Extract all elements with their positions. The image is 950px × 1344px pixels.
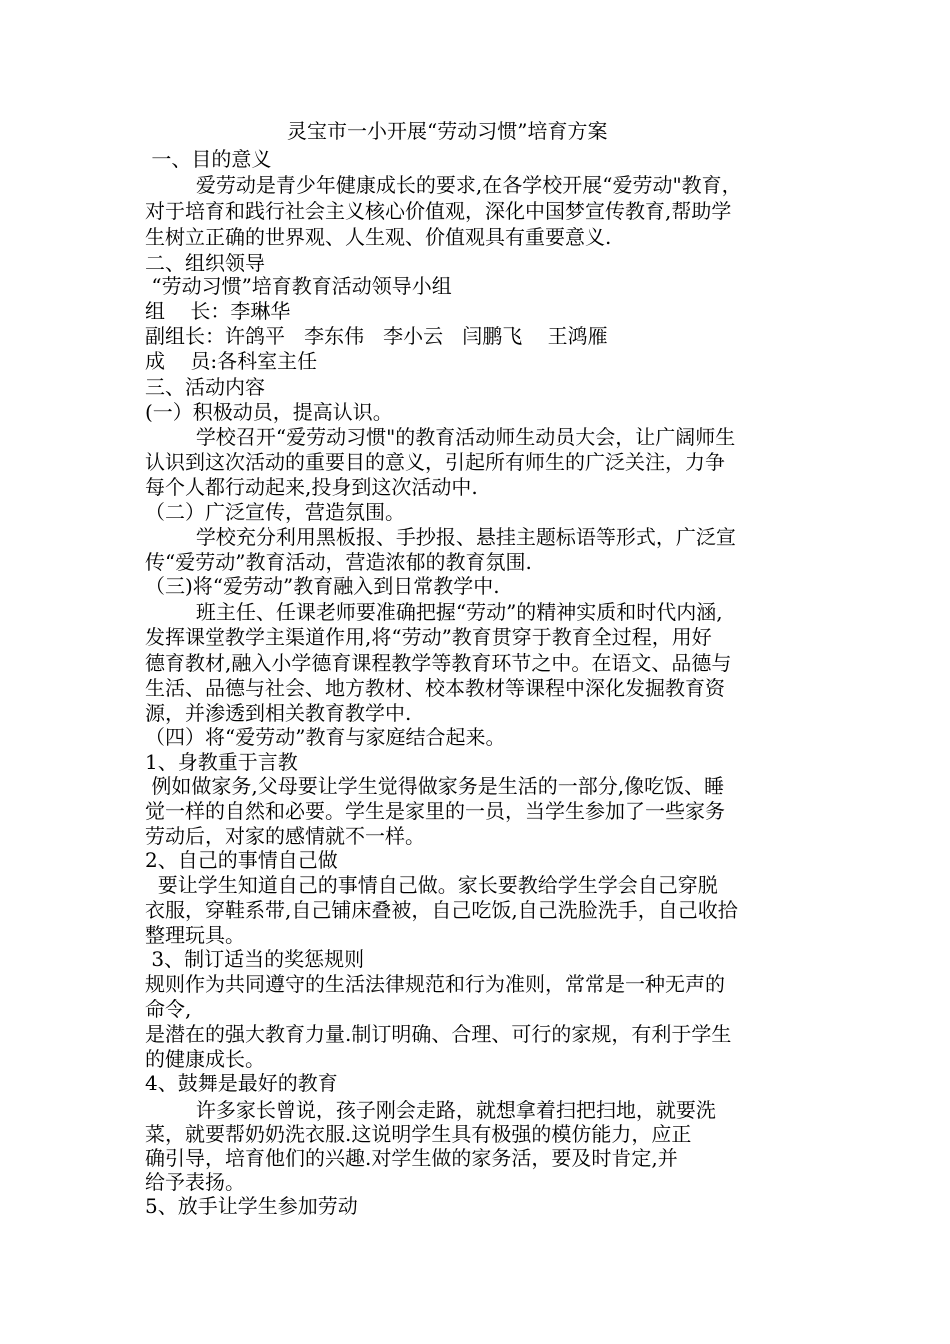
paragraph-line: 每个人都行动起来,投身到这次活动中. <box>145 475 478 499</box>
paragraph-line: 整理玩具。 <box>145 923 245 947</box>
paragraph-line: 班主任、任课老师要准确把握“劳动”的精神实质和时代内涵, <box>145 600 723 624</box>
paragraph-line: 觉一样的自然和必要。学生是家里的一员，当学生参加了一些家务 <box>145 799 725 823</box>
item-heading: 3、制订适当的奖惩规则 <box>145 947 365 971</box>
paragraph-line: 成 员:各科室主任 <box>145 349 318 373</box>
item-heading: 5、放手让学生参加劳动 <box>145 1194 358 1218</box>
paragraph-line: 源，并渗透到相关教育教学中. <box>145 701 412 725</box>
paragraph-line: 德育教材,融入小学德育课程教学等教育环节之中。在语文、品德与 <box>145 651 732 675</box>
paragraph-line: 学校充分利用黑板报、手抄报、悬挂主题标语等形式，广泛宣 <box>145 525 736 549</box>
item-heading: 1、身教重于言教 <box>145 750 298 774</box>
paragraph-line: 生树立正确的世界观、人生观、价值观具有重要意义. <box>145 225 612 249</box>
subsection-heading: （四）将“爱劳动”教育与家庭结合起来。 <box>145 725 506 749</box>
paragraph-line: 命令, <box>145 997 192 1021</box>
paragraph-line: 菜，就要帮奶奶洗衣服.这说明学生具有极强的模仿能力，应正 <box>145 1122 692 1146</box>
subsection-heading: (一）积极动员，提高认识。 <box>145 400 393 424</box>
item-heading: 2、自己的事情自己做 <box>145 848 338 872</box>
paragraph-line: 传“爱劳动”教育活动，营造浓郁的教育氛围. <box>145 550 532 574</box>
item-heading: 4、鼓舞是最好的教育 <box>145 1071 338 1095</box>
subsection-heading: （二）广泛宣传，营造氛围。 <box>145 500 405 524</box>
document-title: 灵宝市一小开展“劳动习惯”培育方案 <box>287 119 608 143</box>
section-heading: 一、目的意义 <box>145 147 272 171</box>
paragraph-line: 要让学生知道自己的事情自己做。家长要教给学生学会自己穿脱 <box>145 873 718 897</box>
paragraph-line: 给予表扬。 <box>145 1170 245 1194</box>
paragraph-line: 组 长：李琳华 <box>145 299 291 323</box>
section-heading: 二、组织领导 <box>145 251 265 275</box>
paragraph-line: 爱劳动是青少年健康成长的要求,在各学校开展“爱劳动"教育， <box>145 173 742 197</box>
paragraph-line: 例如做家务,父母要让学生觉得做家务是生活的一部分,像吃饭、睡 <box>145 774 725 798</box>
paragraph-line: 许多家长曾说，孩子刚会走路，就想拿着扫把扫地，就要洗 <box>145 1098 716 1122</box>
subsection-heading: （三)将“爱劳动”教育融入到日常教学中. <box>145 574 500 598</box>
section-heading: 三、活动内容 <box>145 375 265 399</box>
paragraph-line: 发挥课堂教学主渠道作用,将“劳动”教育贯穿于教育全过程，用好 <box>145 625 712 649</box>
paragraph-line: 副组长：许鸽平 李东伟 李小云 闫鹏飞 王鸿雁 <box>145 324 608 348</box>
paragraph-line: 确引导，培育他们的兴趣.对学生做的家务活，要及时肯定,并 <box>145 1146 678 1170</box>
paragraph-line: 对于培育和践行社会主义核心价值观，深化中国梦宣传教育,帮助学 <box>145 199 732 223</box>
paragraph-line: 衣服，穿鞋系带,自己铺床叠被，自己吃饭,自己洗脸洗手，自己收拾 <box>145 898 738 922</box>
paragraph-line: 是潜在的强大教育力量.制订明确、合理、可行的家规，有利于学生 <box>145 1022 732 1046</box>
paragraph-line: 规则作为共同遵守的生活法律规范和行为准则，常常是一种无声的 <box>145 972 725 996</box>
paragraph-line: 的健康成长。 <box>145 1047 265 1071</box>
paragraph-line: 学校召开“爱劳动习惯"的教育活动师生动员大会，让广阔师生 <box>145 425 736 449</box>
paragraph-line: 认识到这次活动的重要目的意义，引起所有师生的广泛关注，力争 <box>145 450 725 474</box>
paragraph-line: 劳动后，对家的感情就不一样。 <box>145 824 425 848</box>
paragraph-line: 生活、品德与社会、地方教材、校本教材等课程中深化发掘教育资 <box>145 676 725 700</box>
paragraph-line: “劳动习惯”培育教育活动领导小组 <box>145 274 452 298</box>
